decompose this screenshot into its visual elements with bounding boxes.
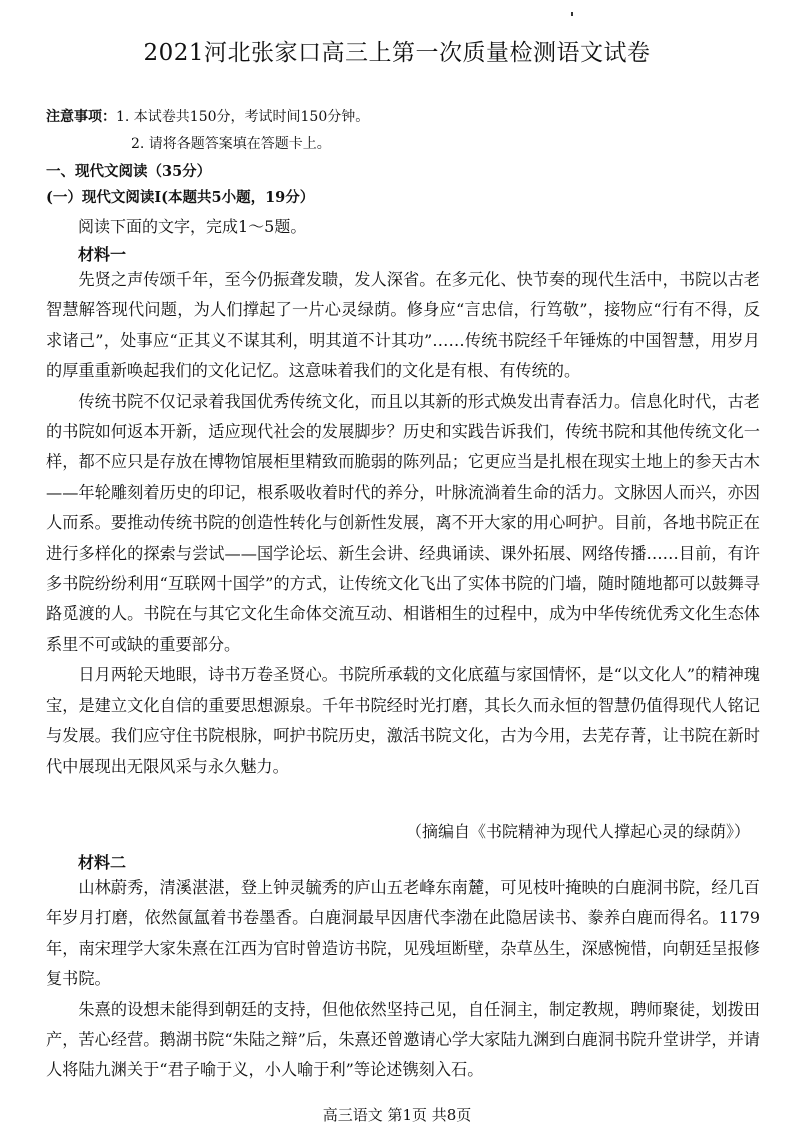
reading-instruction: 阅读下面的文字，完成1～5题。	[78, 217, 307, 236]
subsection-heading: (一）现代文阅读Ⅰ(本题共5小题，19分）	[46, 189, 315, 206]
notice-line-1	[46, 104, 369, 131]
material-2-paragraph: 朱熹的设想未能得到朝廷的支持，但他依然坚持己见，自任洞主，制定教规，聘师聚徒，划拨田产，苦心经营。鹅湖书院“朱陆之辩”后，朱熹还曾邀请心学大家陆九渊到白鹿洞书院升堂讲学，并请人将陆九渊关于“君子喻于义，小人喻于利”等论述镌刻入石。	[46, 999, 760, 1080]
material-1-heading: 材料一	[78, 245, 127, 264]
scan-speck	[571, 12, 573, 16]
material-2-body	[46, 873, 760, 1086]
material-1-paragraph: 先贤之声传颂千年，至今仍振聋发聩，发人深省。在多元化、快节奏的现代生活中，书院以古老智慧解答现代问题，为人们撑起了一片心灵绿荫。修身应“言忠信，行笃敬”，接物应“行有不得，反求诸己”，处事应“正其义不谋其利，明其道不计其功”……传统书院经千年锤炼的中国智慧，用岁月的厚重重新唤起我们的文化记忆。这意味着我们的文化是有根、有传统的。	[46, 270, 760, 381]
material-1-source: （摘编自《书院精神为现代人撑起心灵的绿荫》）	[405, 822, 750, 841]
notice-item-2: 2. 请将各题答案填在答题卡上。	[131, 136, 331, 152]
exam-title: 2021河北张家口高三上第一次质量检测语文试卷	[143, 40, 651, 66]
material-1-paragraph: 传统书院不仅记录着我国优秀传统文化，而且以其新的形式焕发出青春活力。信息化时代，古老的书院如何返本开新，适应现代社会的发展脚步？历史和实践告诉我们，传统书院和其他传统文化一样，都不应只是存放在博物馆展柜里精致而脆弱的陈列品；它更应当是扎根在现实土地上的参天古木——年轮雕刻着历史的印记，根系吸收着时代的养分，叶脉流淌着生命的活力。文脉因人而兴，亦因人而系。要推动传统书院的创造性转化与创新性发展，离不开大家的用心呵护。目前，各地书院正在进行多样化的探索与尝试——国学论坛、新生会讲、经典诵读、课外拓展、网络传播……目前，有许多书院纷纷利用“互联网十国学”的方式，让传统文化飞出了实体书院的门墙，随时随地都可以鼓舞寻路觅渡的人。书院在与其它文化生命体交流互动、相谐相生的过程中，成为中华传统优秀文化生态体系里不可或缺的重要部分。	[46, 391, 760, 654]
section-heading: 一、现代文阅读（35分）	[46, 163, 212, 180]
notice-label: 注意事项：	[46, 109, 116, 125]
material-1-paragraph: 日月两轮天地眼，诗书万卷圣贤心。书院所承载的文化底蕴与家国情怀，是“以文化人”的精神瑰宝，是建立文化自信的重要思想源泉。千年书院经时光打磨，其长久而永恒的智慧仍值得现代人铭记与发展。我们应守住书院根脉，呵护书院历史，激活书院文化，古为今用，去芜存菁，让书院在新时代中展现出无限风采与永久魅力。	[46, 665, 760, 776]
notice-item-1: 1. 本试卷共150分，考试时间150分钟。	[116, 109, 370, 125]
material-2-heading: 材料二	[78, 853, 127, 872]
notice-block	[46, 104, 369, 158]
material-2-paragraph: 山林蔚秀，清溪湛湛，登上钟灵毓秀的庐山五老峰东南麓，可见枝叶掩映的白鹿洞书院，经几百年岁月打磨，依然氤氲着书卷墨香。白鹿洞最早因唐代李渤在此隐居读书、豢养白鹿而得名。1179年，南宋理学大家朱熹在江西为官时曾造访书院，见残垣断壁，杂草丛生，深感惋惜，向朝廷呈报修复书院。	[46, 878, 760, 989]
page-footer: 高三语文 第1页 共8页	[322, 1106, 472, 1124]
material-1-body	[46, 265, 760, 782]
